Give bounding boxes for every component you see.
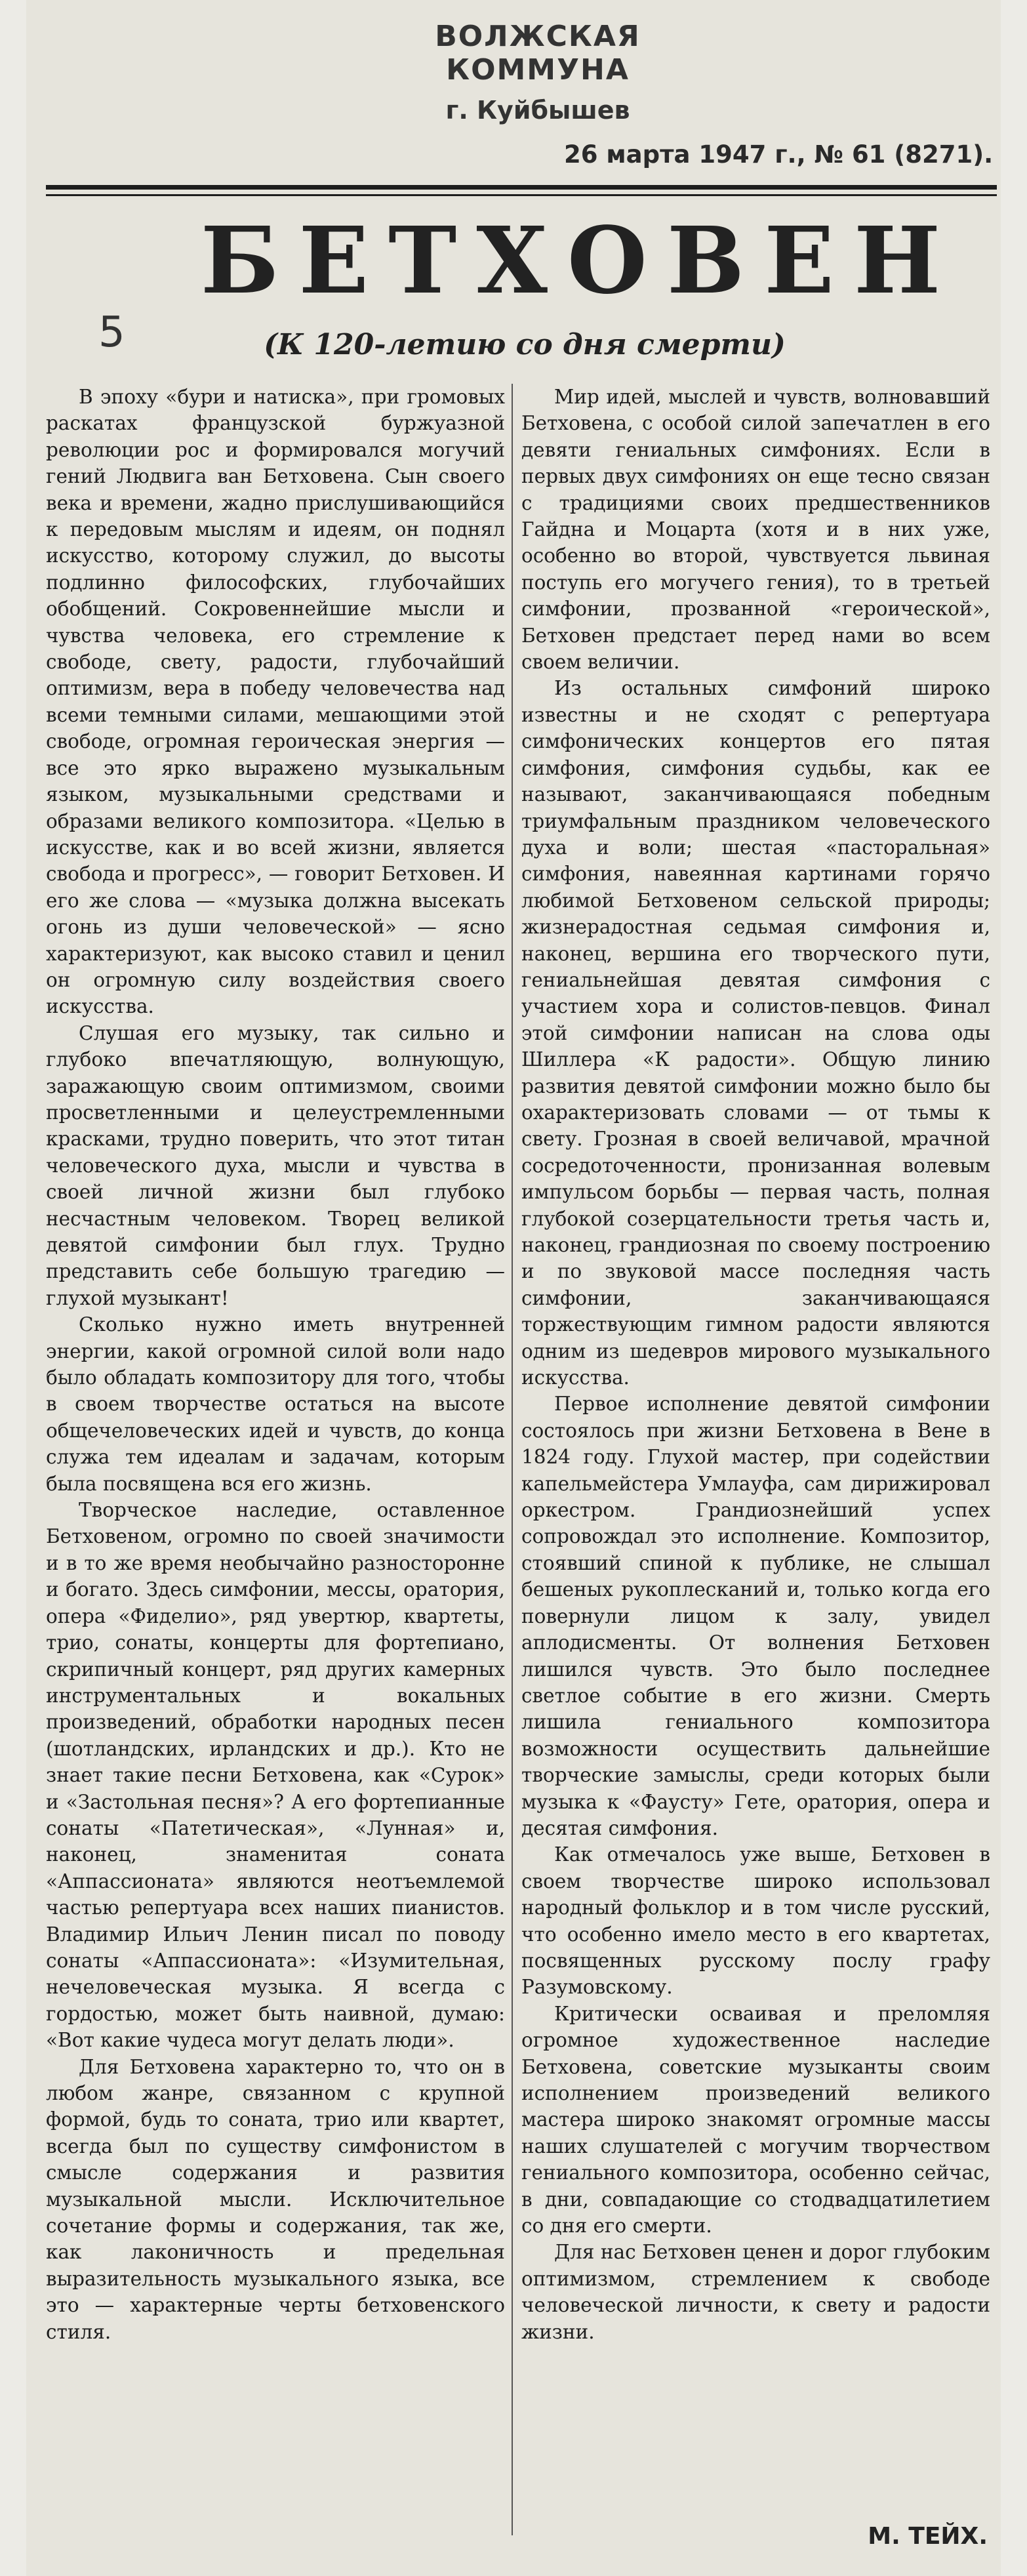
paragraph: Сколько нужно иметь внутренней энергии, какой огромной силой воли надо было обладать композитору для того, чтобы в своем творчестве остаться на высоте общечеловеческих идей и чувств, до конца служа тем идеалам и задачам, которым была посвящена вся его жизнь.	[46, 1313, 505, 1495]
paragraph: Творческое наследие, оставленное Бетховеном, огромно по своей значимости и в то же время необычайно разносторонне и богато. Здесь симфонии, мессы, оратория, опера «Фиделио», ряд увертюр, квартеты, трио, сонаты, концерты для фортепиано, скрипичный концерт, ряд других камерных инструментальных и вокальных произведений, обработки народных песен (шотландских, ирландских и др.). Кто не знает такие песни Бетховена, как «Сурок» и «Застольная песня»? А его фортепианные сонаты «Патетическая», «Лунная» и, наконец, знаменитая соната «Аппассионата» являются неотъемлемой частью репертуара всех наших пианистов. Владимир Ильич Ленин писал по поводу сонаты «Аппассионата»: «Изумительная, нечеловеческая музыка. Я всегда с гордостью, может быть наивной, думаю: «Вот какие чудеса могут делать люди».	[46, 1499, 505, 2052]
pencil-mark: 5	[98, 308, 125, 357]
paragraph: Мир идей, мыслей и чувств, волновавший Бетховена, с особой силой запечатлен в его девяти гениальных симфониях. Если в первых двух симфониях он еще тесно связан с традициями своих предшественников Гайдна и Моцарта (хотя и в них уже, особенно во второй, чувствуется львиная поступь его могучего гения), то в третьей симфонии, прозванной «героической», Бетховен предстает перед нами во всем своем величии.	[521, 386, 990, 674]
column-divider	[512, 384, 513, 2535]
newspaper-name: ВОЛЖСКАЯ КОММУНА	[435, 20, 641, 87]
article-column-right	[521, 384, 990, 2516]
article-column-left	[46, 384, 505, 2542]
paragraph: Первое исполнение девятой симфонии состоялось при жизни Бетховена в Вене в 1824 году. Глухой мастер, при содействии капельмейстера Умлауфа, сам дирижировал оркестром. Грандиознейший успех сопровождал это исполнение. Композитор, стоявший спиной к публике, не слышал бешеных рукоплесканий и, только когда его повернули лицом к залу, увидел аплодисменты. От волнения Бетховен лишился чувств. Это было последнее светлое событие в его жизни. Смерть лишила гениального композитора возможности осуществить дальнейшие творческие замыслы, среди которых были музыка к «Фаусту» Гете, оратория, опера и десятая симфония.	[521, 1393, 990, 1839]
issue-line: 26 марта 1947 г., № 61 (8271).	[564, 140, 994, 169]
article-subtitle: (К 120-летию со дня смерти)	[264, 328, 786, 361]
header-rule-thick	[46, 185, 997, 190]
paragraph: Для Бетховена характерно то, что он в любом жанре, связанном с крупной формой, будь то соната, трио или квартет, всегда был по существу симфонистом в смысле содержания и развития музыкальной мысли. Исключительное сочетание формы и содержания, так же, как лаконичность и предельная выразительность музыкального языка, все это — характерные черты бетховенского стиля.	[46, 2055, 505, 2343]
paragraph: Для нас Бетховен ценен и дорог глубоким оптимизмом, стремлением к свободе человеческой личности, к свету и радости жизни.	[521, 2241, 990, 2343]
newspaper-stamp	[367, 20, 708, 125]
paragraph: Из остальных симфоний широко известны и не сходят с репертуара симфонических концертов его пятая симфония, симфония судьбы, как ее называют, заканчивающаяся победным триумфальным праздником человеческого духа и воли; шестая «пасторальная» симфония, навеянная картинами горячо любимой Бетховеном сельской природы; жизнерадостная седьмая симфония и, наконец, вершина его творческого пути, гениальнейшая девятая симфония с участием хора и солистов-певцов. Финал этой симфонии написан на слова оды Шиллера «К радости». Общую линию развития девятой симфонии можно было бы охарактеризовать словами — от тьмы к свету. Грозная в своей величавой, мрачной сосредоточенности, пронизанная волевым импульсом борьбы — первая часть, полная глубокой созерцательности третья часть и, наконец, грандиозная по своему построению и по звуковой массе последняя часть симфонии, заканчивающаяся торжествующим гимном радости являются одним из шедевров мирового музыкального искусства.	[521, 677, 990, 1389]
article-title: БЕТХОВЕН	[200, 207, 961, 315]
paragraph: Как отмечалось уже выше, Бетховен в своем творчестве широко использовал народный фольклор и в том числе русский, что особенно имело место в его квартетах, посвященных русскому послу графу Разумовскому.	[521, 1843, 990, 1999]
paragraph: В эпоху «бури и натиска», при громовых раскатах французской буржуазной революции рос и формировался могучий гений Людвига ван Бетховена. Сын своего века и времени, жадно прислушивающийся к передовым мыслям и идеям, он поднял искусство, которому служил, до высоты подлинно философских, глубочайших обобщений. Сокровеннейшие мысли и чувства человека, его стремление к свободе, свету, радости, глубочайший оптимизм, вера в победу человечества над всеми темными силами, мешающими этой свободе, огромная героическая энергия — все это ярко выражено музыкальным языком, музыкальными средствами и образами великого композитора. «Целью в искусстве, как и во всей жизни, является свобода и прогресс», — говорит Бетховен. И его же слова — «музыка должна высекать огонь из души человеческой» — ясно характеризуют, как высоко ставил и ценил он огромную силу воздействия своего искусства.	[46, 386, 505, 1018]
author-signature: М. ТЕЙХ.	[868, 2523, 988, 2550]
newspaper-city: г. Куйбышев	[445, 96, 630, 125]
paragraph: Слушая его музыку, так сильно и глубоко впечатляющую, волнующую, заражающую своим оптимизмом, своими просветленными и целеустремленными красками, трудно поверить, что этот титан человеческого духа, мысли и чувства в своей личной жизни был глубоко несчастным человеком. Творец великой девятой симфонии был глух. Трудно представить себе большую трагедию — глухой музыкант!	[46, 1021, 505, 1309]
header-rule-thin	[46, 194, 997, 196]
paragraph: Критически осваивая и преломляя огромное художественное наследие Бетховена, советские музыканты своим исполнением произведений великого мастера широко знакомят огромные массы наших слушателей с могучим творчеством гениального композитора, особенно сейчас, в дни, совпадающие со стодвадцатилетием со дня его смерти.	[521, 2002, 990, 2238]
